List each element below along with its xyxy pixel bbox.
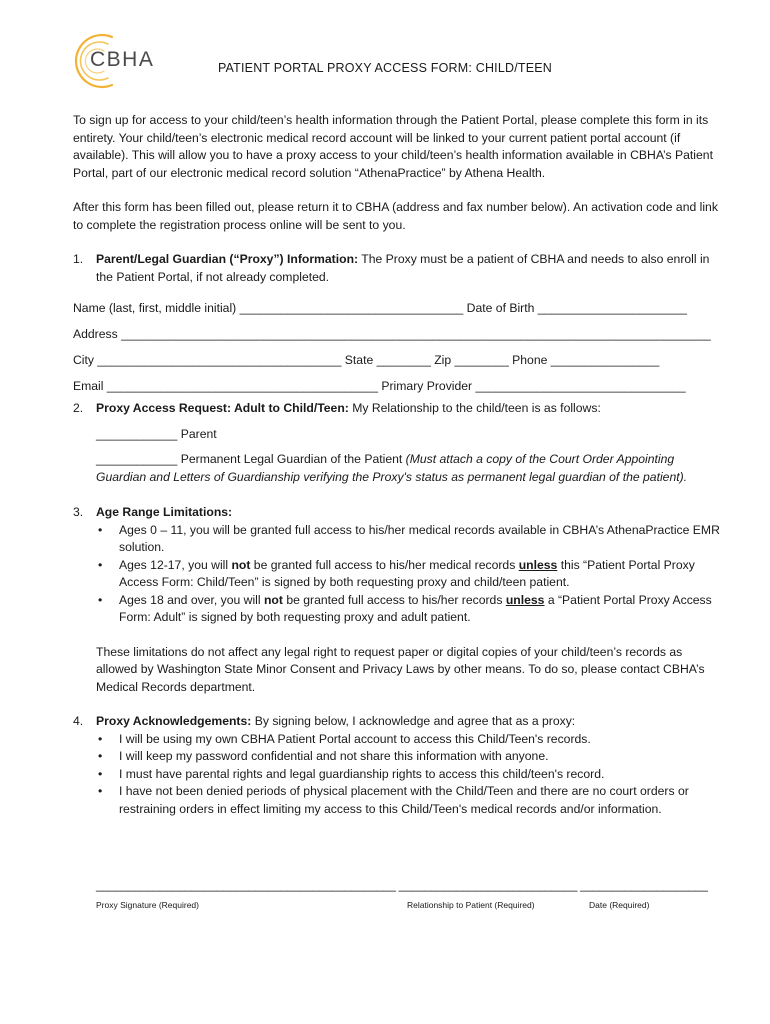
date-label: Date (Required) [589, 899, 650, 910]
section-text: My Relationship to the child/teen is as follows: [348, 401, 601, 415]
age-limitations-list [96, 522, 723, 627]
list-item: • I must have parental rights and legal guardianship rights to access this child/teen's record. [96, 766, 723, 784]
section-age-range-limitations [73, 504, 723, 696]
section-proxy-access-request [73, 400, 723, 486]
intro-paragraph: To sign up for access to your child/teen’s health information through the Patient Portal, please complete this form in its entirety. Your child/teen’s electronic medical record account will be linked to your current patient portal account (if available). This will allow you to have a proxy access to your child/teen’s health information available in CBHA’s Patient Portal, part of our electronic medical record solution “AthenaPractice” by Athena Health. [73, 113, 713, 180]
section-number: 4. [73, 714, 84, 728]
section-heading: Proxy Acknowledgements: [96, 714, 252, 728]
section-heading: Parent/Legal Guardian (“Proxy”) Information: [96, 252, 359, 266]
form-body [73, 112, 723, 818]
signature-block [96, 877, 716, 911]
list-item: • Ages 18 and over, you will not be granted full access to his/her records unless a “Patient Portal Proxy Access Form: Adult” is signed by both requesting proxy and adult patient. [96, 592, 723, 627]
logo-text: CBHA [90, 48, 155, 71]
guardian-option-note: (Must attach a copy of the Court Order Appointing Guardian and Letters of Guardianship verifying the Proxy's status as permanent legal guardian of the patient). [96, 452, 688, 484]
section-number: 1. [73, 252, 84, 266]
page-title: PATIENT PORTAL PROXY ACCESS FORM: CHILD/TEEN [217, 61, 553, 75]
section-text: The Proxy must be a patient of CBHA and needs to also enroll in the Patient Portal, if not already completed. [96, 252, 710, 284]
section-text: By signing below, I acknowledge and agree that as a proxy: [251, 714, 576, 728]
guardian-option-label: ____________ Permanent Legal Guardian of the Patient [96, 452, 406, 466]
relationship-option-parent[interactable]: ____________ Parent [96, 426, 217, 441]
acknowledgements-list [96, 731, 723, 819]
city-state-zip-phone-field[interactable]: City ____________________________________ State ________ Zip ________ Phone ________________ [73, 353, 660, 367]
email-provider-field[interactable]: Email ________________________________________ Primary Provider _______________________________ [73, 379, 686, 393]
section-proxy-information [73, 251, 723, 286]
section-number: 3. [73, 505, 84, 519]
address-field[interactable]: Address _______________________________________________________________________________________ [73, 327, 711, 341]
section-proxy-acknowledgements [73, 713, 723, 818]
list-item: • Ages 0 – 11, you will be granted full access to his/her medical records available in CBHA’s AthenaPractice EMR solution. [96, 522, 723, 557]
list-item: • I will be using my own CBHA Patient Portal account to access this Child/Teen's records. [96, 731, 723, 749]
relationship-label: Relationship to Patient (Required) [407, 899, 535, 910]
section-heading: Age Range Limitations: [96, 505, 233, 519]
signature-label: Proxy Signature (Required) [96, 899, 199, 910]
list-item: • Ages 12-17, you will not be granted full access to his/her medical records unless this “Patient Portal Proxy Access Form: Child/Teen” is signed by both requesting proxy and child/teen patient. [96, 557, 723, 592]
section-heading: Proxy Access Request: Adult to Child/Teen: [96, 401, 349, 415]
name-dob-field[interactable]: Name (last, first, middle initial) _________________________________ Date of Birth ______________________ [73, 301, 687, 315]
relationship-option-guardian[interactable] [96, 451, 723, 486]
return-instructions: After this form has been filled out, please return it to CBHA (address and fax number below). An activation code and link to complete the registration process online will be sent to you. [73, 200, 718, 232]
section-number: 2. [73, 401, 84, 415]
signature-labels [96, 897, 716, 911]
limitations-note: These limitations do not affect any legal right to request paper or digital copies of your child/teen’s records as allowed by Washington State Minor Consent and Privacy Laws by other means. To do so, please contact CBHA’s Medical Records department. [96, 644, 705, 694]
list-item: • I have not been denied periods of physical placement with the Child/Teen and there are no court orders or restraining orders in effect limiting my access to this Child/Teen's medical records and/or information. [96, 783, 723, 818]
list-item: • I will keep my password confidential and not share this information with anyone. [96, 748, 723, 766]
signature-lines[interactable]: _______________________________________________ ____________________________ ____________________ [96, 878, 708, 892]
